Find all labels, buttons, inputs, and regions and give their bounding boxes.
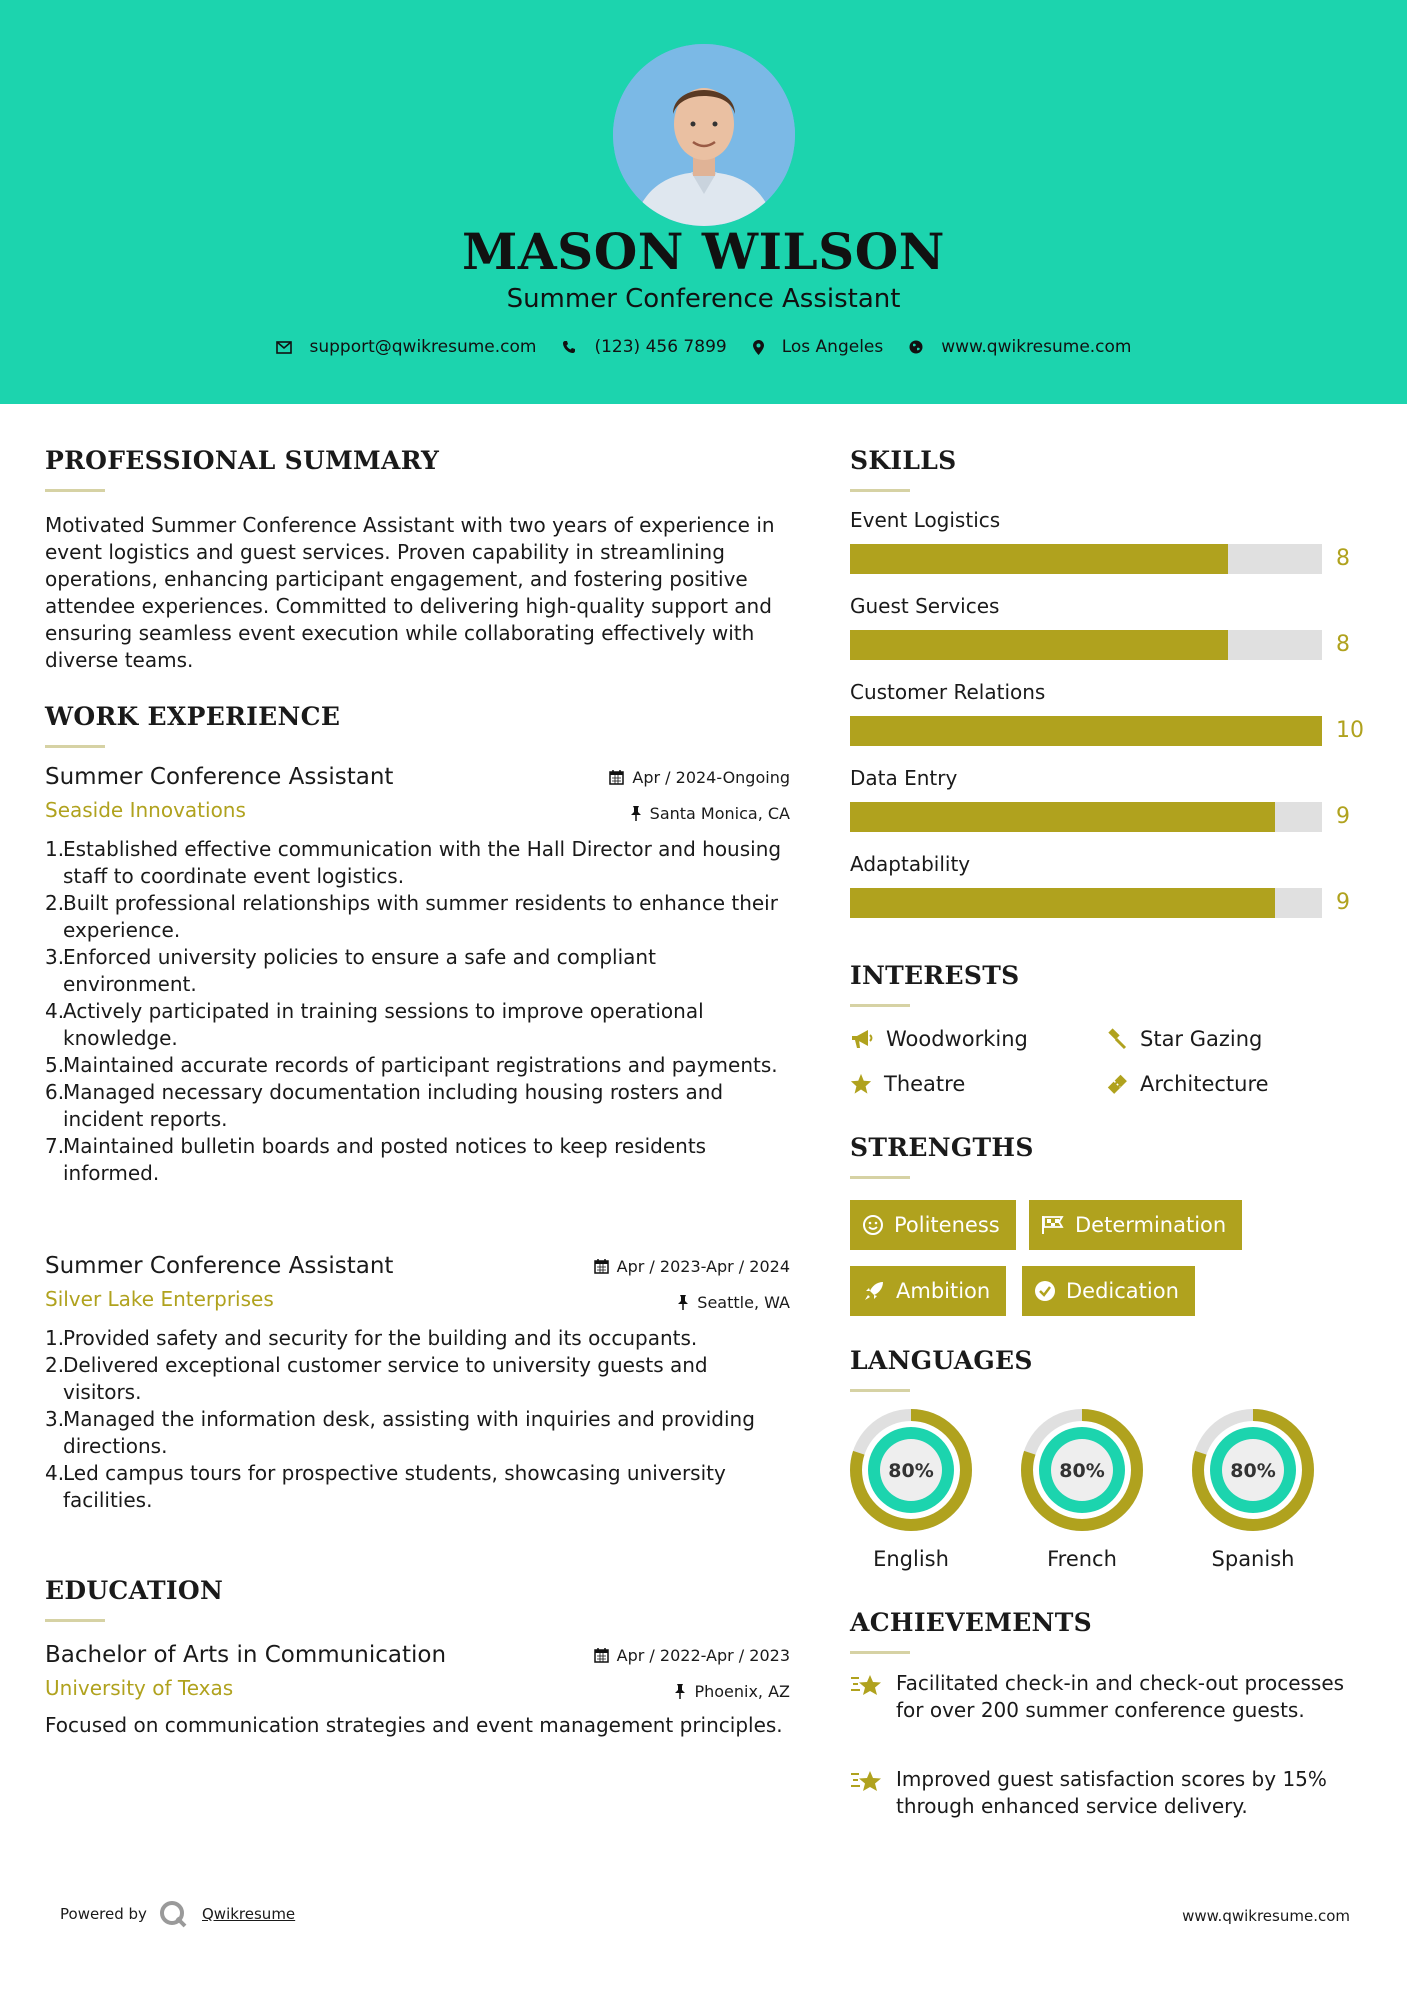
- list-item: 1. Established effective communication with the Hall Director and housing staff to coordinate event logistics.: [45, 837, 782, 888]
- skill-row: [850, 508, 1370, 580]
- list-item: 2. Built professional relationships with summer residents to enhance their experience.: [45, 891, 778, 942]
- section-underline: [45, 745, 105, 748]
- candidate-name: MASON WILSON: [462, 222, 945, 281]
- section-underline: [850, 1004, 910, 1007]
- skills-section: [850, 446, 1370, 915]
- language-item: [1021, 1409, 1143, 1571]
- footer: [60, 1897, 1350, 1937]
- shooting-star-icon: [850, 1670, 884, 1700]
- map-pin-icon: [753, 340, 764, 355]
- section-underline: [850, 1176, 910, 1179]
- skill-value: 9: [1336, 890, 1350, 915]
- list-item: 5. Maintained accurate records of participant registrations and payments.: [45, 1053, 778, 1077]
- job-entry: [45, 1253, 790, 1514]
- skill-bar-fill: [850, 802, 1275, 832]
- skill-bar-fill: [850, 630, 1228, 660]
- strengths-section: [850, 1133, 1370, 1303]
- calendar-icon: [594, 1648, 609, 1663]
- summary-text: Motivated Summer Conference Assistant with two years of experience in event logistics and guest services. Proven capability in streamlining operations, enhancing participant engagement, and fostering positive attendee experiences. Committed to delivering high-quality support and ensuring seamless event execution while collaborating effectively with diverse teams.: [45, 513, 775, 672]
- list-item: 3. Managed the information desk, assisting with inquiries and providing directions.: [45, 1407, 755, 1458]
- education-text: Focused on communication strategies and event management principles.: [45, 1713, 783, 1737]
- interest-item: Star Gazing: [1106, 1027, 1262, 1051]
- avatar: [613, 44, 795, 226]
- section-title-achievements: ACHIEVEMENTS: [850, 1608, 1092, 1637]
- pushpin-icon: [674, 1684, 686, 1699]
- language-donut: [1021, 1409, 1143, 1531]
- company-name: Silver Lake Enterprises: [45, 1287, 274, 1311]
- skill-value: 8: [1336, 546, 1350, 571]
- website-text: www.qwikresume.com: [941, 337, 1132, 357]
- skill-label: Adaptability: [850, 852, 971, 876]
- degree-title: Bachelor of Arts in Communication: [45, 1642, 447, 1668]
- section-title-interests: INTERESTS: [850, 961, 1020, 990]
- skill-bar-track: [850, 630, 1322, 660]
- company-name: Seaside Innovations: [45, 798, 246, 822]
- skill-value: 8: [1336, 632, 1350, 657]
- calendar-icon: [594, 1259, 609, 1274]
- section-title-education: EDUCATION: [45, 1576, 224, 1605]
- email-text: support@qwikresume.com: [309, 337, 537, 357]
- section-title-skills: SKILLS: [850, 446, 957, 475]
- language-label: English: [873, 1547, 949, 1571]
- languages-section: [850, 1346, 1370, 1571]
- interest-item: Woodworking: [850, 1027, 1028, 1051]
- pushpin-icon: [677, 1295, 689, 1310]
- job-entry: [45, 764, 790, 1187]
- pushpin-icon: [630, 806, 642, 821]
- interest-item: Theatre: [850, 1072, 965, 1096]
- contact-phone[interactable]: [562, 337, 726, 357]
- language-donut: [1192, 1409, 1314, 1531]
- summary-section: [45, 446, 790, 674]
- qwikresume-logo-icon: [158, 1899, 188, 1929]
- skill-label: Event Logistics: [850, 508, 1001, 532]
- interests-section: [850, 961, 1370, 1096]
- skill-value: 9: [1336, 804, 1350, 829]
- skill-bar-fill: [850, 716, 1322, 746]
- check-circle-icon: [1034, 1280, 1056, 1302]
- contact-bar: [0, 337, 1407, 357]
- skill-row: [850, 766, 1370, 838]
- rocket-icon: [862, 1279, 886, 1303]
- job-location: Seattle, WA: [677, 1293, 790, 1312]
- skill-bar-track: [850, 716, 1322, 746]
- experience-section: [45, 702, 790, 1512]
- strength-chip: Politeness: [850, 1200, 1016, 1250]
- section-title-strengths: STRENGTHS: [850, 1133, 1034, 1162]
- star-icon: [850, 1073, 872, 1095]
- shooting-star-icon: [850, 1766, 884, 1796]
- contact-location: [753, 337, 884, 357]
- achievements-section: [850, 1608, 1370, 1818]
- strength-chip: Ambition: [850, 1266, 1006, 1316]
- skill-bar-track: [850, 888, 1322, 918]
- job-date: Apr / 2024-Ongoing: [609, 768, 790, 787]
- language-item: [1192, 1409, 1314, 1571]
- school-name: University of Texas: [45, 1676, 234, 1700]
- language-percent: 80%: [1230, 1460, 1276, 1482]
- section-underline: [45, 489, 105, 492]
- interest-item: Architecture: [1106, 1072, 1269, 1096]
- ticket-icon: [1106, 1073, 1128, 1095]
- skill-bar-track: [850, 544, 1322, 574]
- section-underline: [850, 1389, 910, 1392]
- job-date: Apr / 2023-Apr / 2024: [594, 1257, 790, 1276]
- education-location: Phoenix, AZ: [674, 1682, 790, 1701]
- list-item: 2. Delivered exceptional customer service to university guests and visitors.: [45, 1353, 708, 1404]
- education-date: Apr / 2022-Apr / 2023: [594, 1646, 790, 1665]
- skill-row: [850, 680, 1370, 752]
- achievement-item: [850, 1766, 1356, 1820]
- section-title-experience: WORK EXPERIENCE: [45, 702, 341, 731]
- strength-chip: Dedication: [1022, 1266, 1195, 1316]
- skill-row: [850, 852, 1370, 924]
- envelope-icon: [276, 341, 292, 354]
- list-item: 7. Maintained bulletin boards and posted notices to keep residents informed.: [45, 1134, 707, 1185]
- language-donut: [850, 1409, 972, 1531]
- achievement-item: [850, 1670, 1356, 1724]
- calendar-icon: [609, 770, 624, 785]
- candidate-role: Summer Conference Assistant: [506, 284, 901, 314]
- section-underline: [45, 1619, 105, 1622]
- skill-label: Customer Relations: [850, 680, 1046, 704]
- education-section: [45, 1576, 790, 1737]
- job-title: Summer Conference Assistant: [45, 764, 394, 790]
- skill-label: Guest Services: [850, 594, 1000, 618]
- powered-by-text: Powered by: [60, 1905, 147, 1923]
- list-item: 4. Led campus tours for prospective students, showcasing university facilities.: [45, 1461, 726, 1512]
- gavel-icon: [1106, 1028, 1128, 1050]
- flag-icon: [1041, 1215, 1065, 1235]
- job-location: Santa Monica, CA: [630, 804, 790, 823]
- megaphone-icon: [850, 1029, 874, 1049]
- skill-bar-track: [850, 802, 1322, 832]
- achievement-text: Facilitated check-in and check-out processes for over 200 summer conference guests.: [896, 1671, 1345, 1722]
- language-percent: 80%: [888, 1460, 934, 1482]
- resume-header: [0, 0, 1407, 404]
- section-title-languages: LANGUAGES: [850, 1346, 1033, 1375]
- skill-row: [850, 594, 1370, 666]
- list-item: 1. Provided safety and security for the building and its occupants.: [45, 1326, 698, 1350]
- phone-text: (123) 456 7899: [594, 337, 727, 357]
- smile-icon: [862, 1214, 884, 1236]
- job-duties: [45, 1325, 790, 1514]
- language-percent: 80%: [1059, 1460, 1105, 1482]
- skill-bar-fill: [850, 544, 1228, 574]
- section-underline: [850, 489, 910, 492]
- contact-email[interactable]: [276, 337, 537, 357]
- job-duties: [45, 836, 790, 1187]
- list-item: 3. Enforced university policies to ensure a safe and compliant environment.: [45, 945, 656, 996]
- job-title: Summer Conference Assistant: [45, 1253, 394, 1279]
- section-title-summary: PROFESSIONAL SUMMARY: [45, 446, 440, 475]
- section-underline: [850, 1651, 910, 1654]
- contact-website[interactable]: [909, 337, 1131, 357]
- skill-label: Data Entry: [850, 766, 958, 790]
- list-item: 4. Actively participated in training sessions to improve operational knowledge.: [45, 999, 704, 1050]
- skill-bar-fill: [850, 888, 1275, 918]
- globe-icon: [909, 340, 923, 354]
- location-text: Los Angeles: [781, 337, 884, 357]
- achievement-text: Improved guest satisfaction scores by 15% through enhanced service delivery.: [896, 1767, 1327, 1818]
- language-item: [850, 1409, 972, 1571]
- list-item: 6. Managed necessary documentation including housing rosters and incident reports.: [45, 1080, 724, 1131]
- language-label: French: [1047, 1547, 1117, 1571]
- footer-website[interactable]: www.qwikresume.com: [1182, 1907, 1350, 1925]
- strength-chip: Determination: [1029, 1200, 1242, 1250]
- brand-link[interactable]: Qwikresume: [202, 1905, 296, 1923]
- language-label: Spanish: [1211, 1547, 1295, 1571]
- education-entry: [45, 1642, 790, 1739]
- phone-icon: [562, 340, 576, 354]
- skill-value: 10: [1336, 718, 1364, 743]
